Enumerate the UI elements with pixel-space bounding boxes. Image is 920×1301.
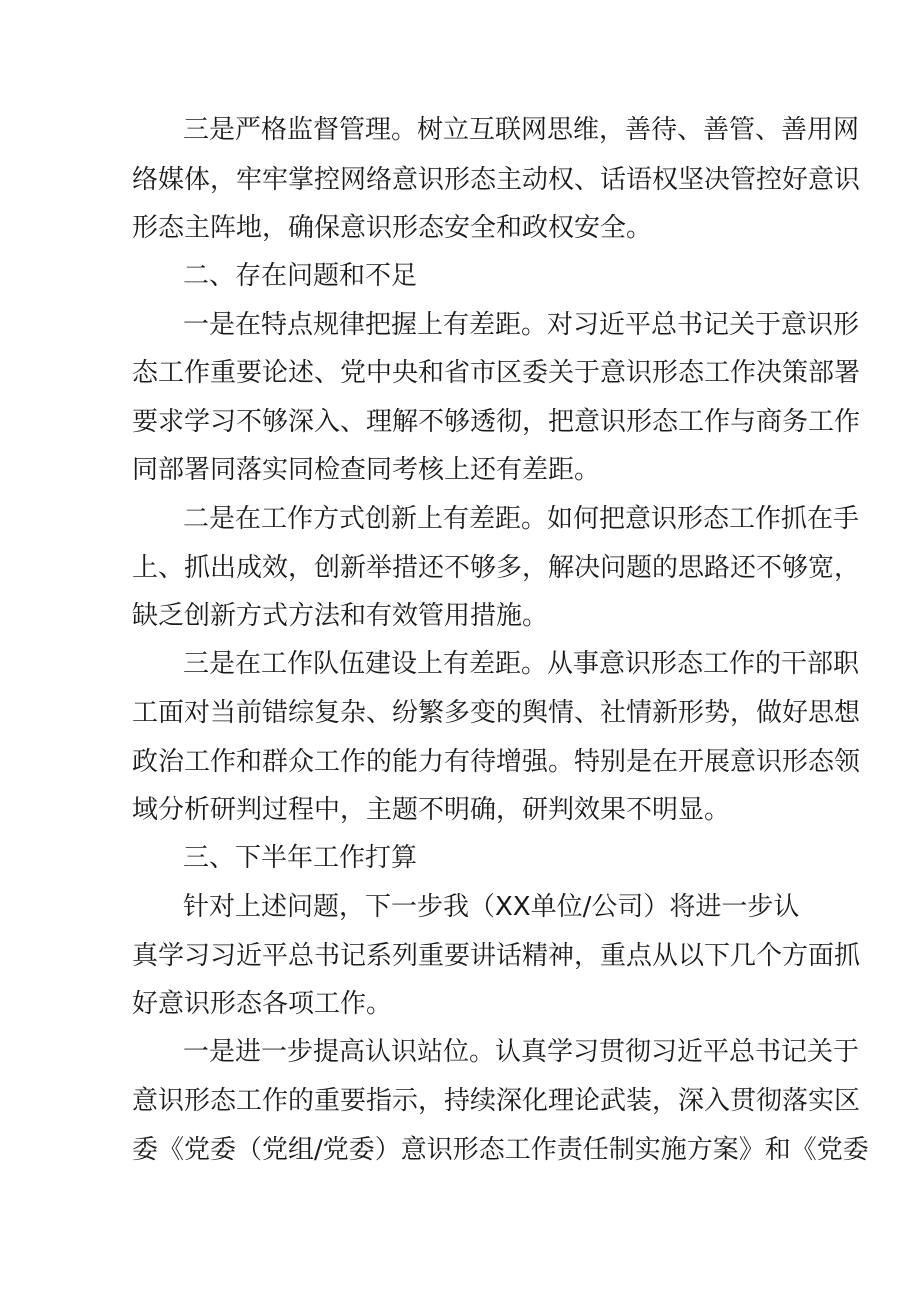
text-line	[0, 399, 920, 445]
paragraph-text: 二是在工作方式创新上有差距。如何把意识形态工作抓在手	[183, 504, 860, 534]
text-line	[0, 545, 920, 591]
text-line	[0, 690, 920, 736]
paragraph-text: 好意识形态各项工作。	[132, 989, 393, 1019]
text-line	[0, 205, 920, 251]
text-line	[0, 1127, 920, 1173]
section-heading: 二、存在问题和不足	[183, 261, 418, 291]
text-line	[0, 787, 920, 833]
paragraph-text: 工面对当前错综复杂、纷繁多变的舆情、社情新形势，做好思想	[132, 698, 861, 728]
paragraph-text: 态工作重要论述、党中央和省市区委关于意识形态工作决策部署	[132, 358, 861, 388]
paragraph-text: 政治工作和群众工作的能力有待增强。特别是在开展意识形态领	[132, 747, 861, 777]
paragraph-text: 一是进一步提高认识站位。认真学习贯彻习近平总书记关于	[183, 1037, 860, 1067]
text-line	[0, 447, 920, 493]
paragraph-text: 同部署同落实同检查同考核上还有差距。	[132, 455, 601, 485]
text-line	[0, 1029, 920, 1075]
paragraph-text: 三是在工作队伍建设上有差距。从事意识形态工作的干部职	[183, 649, 860, 679]
text-line	[0, 981, 920, 1027]
paragraph-text: 三是严格监督管理。树立互联网思维，善待、善管、善用网	[183, 115, 860, 145]
text-line	[0, 302, 920, 348]
text-line	[0, 157, 920, 203]
paragraph-text: 形态主阵地，确保意识形态安全和政权安全。	[132, 213, 653, 243]
text-line	[0, 1078, 920, 1124]
paragraph-text: 意识形态工作的重要指示，持续深化理论武装，深入贯彻落实区	[132, 1086, 861, 1116]
text-line	[0, 933, 920, 979]
paragraph-text: 针对上述问题，下一步我（XX单位/公司）将进一步认	[183, 892, 800, 922]
section-heading: 三、下半年工作打算	[183, 843, 418, 873]
text-line	[0, 253, 920, 299]
paragraph-text: 上、抓出成效，创新举措还不够多，解决问题的思路还不够宽，	[132, 553, 861, 583]
text-line	[0, 107, 920, 153]
text-line	[0, 496, 920, 542]
paragraph-text: 域分析研判过程中，主题不明确，研判效果不明显。	[132, 795, 731, 825]
paragraph-text: 委《党委（党组/党委）意识形态工作责任制实施方案》和《党委	[132, 1135, 869, 1165]
paragraph-text: 要求学习不够深入、理解不够透彻，把意识形态工作与商务工作	[132, 407, 861, 437]
paragraph-text: 真学习习近平总书记系列重要讲话精神，重点从以下几个方面抓	[132, 941, 861, 971]
text-line	[0, 593, 920, 639]
text-line	[0, 884, 920, 930]
paragraph-text: 缺乏创新方式方法和有效管用措施。	[132, 601, 549, 631]
text-line	[0, 350, 920, 396]
paragraph-text: 一是在特点规律把握上有差距。对习近平总书记关于意识形	[183, 310, 860, 340]
text-line	[0, 835, 920, 881]
text-line	[0, 641, 920, 687]
paragraph-text: 络媒体，牢牢掌控网络意识形态主动权、话语权坚决管控好意识	[132, 165, 861, 195]
text-line	[0, 739, 920, 785]
